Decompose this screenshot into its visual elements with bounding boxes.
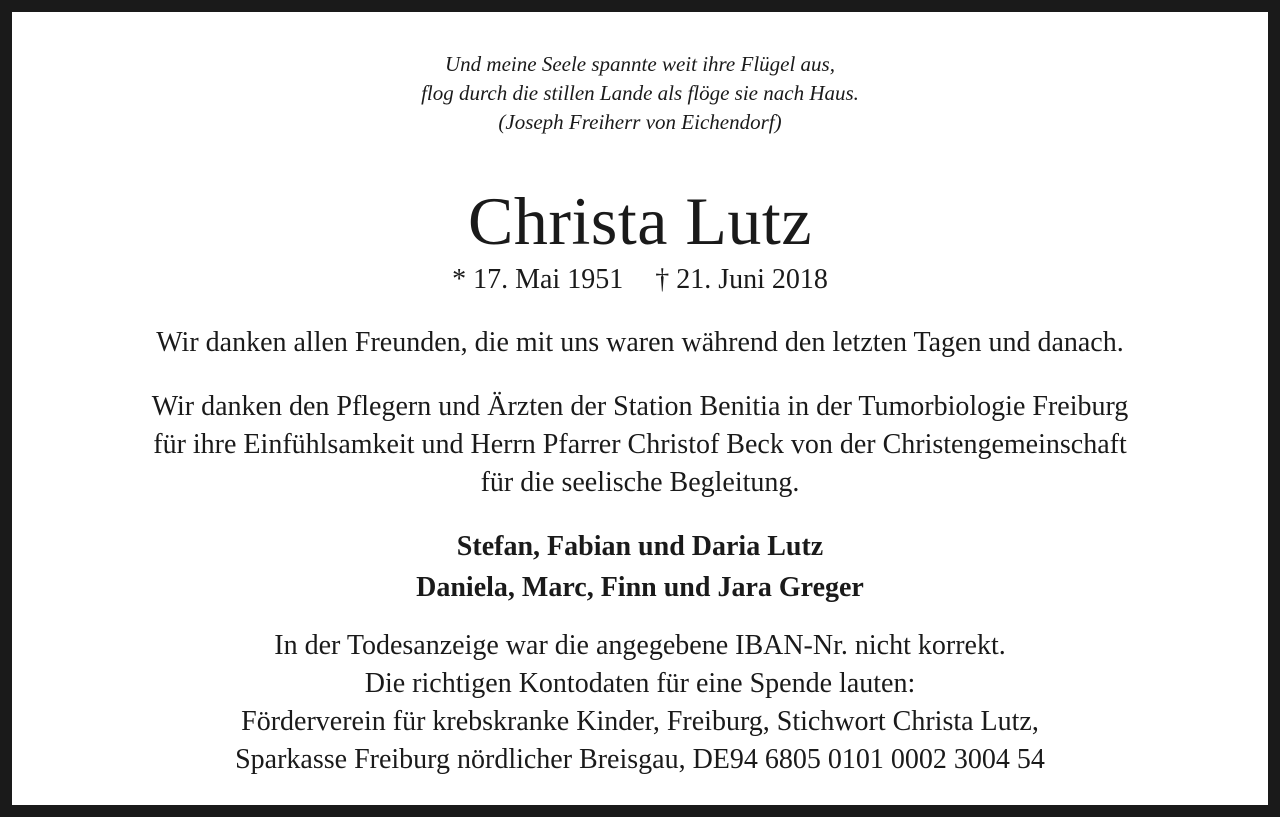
thanks-friends-line: Wir danken allen Freunden, die mit uns waren während den letzten Tagen und danach. [156,327,1124,358]
iban-correction-notice [12,627,1268,779]
poem-attribution: (Joseph Freiherr von Eichendorf) [498,110,782,134]
epigraph-poem [12,50,1268,137]
life-dates [12,262,1268,298]
thanks-caregivers-paragraph [12,388,1268,502]
correction-line-1: In der Todesanzeige war die angegebene IBAN-Nr. nicht korrekt. [274,630,1006,661]
thanks-caregivers-line-3: für die seelische Begleitung. [480,467,800,498]
deceased-name: Christa Lutz [467,183,813,259]
poem-line-2: flog durch die stillen Lande als flöge sie nach Haus. [421,81,859,105]
family-signatures [12,526,1268,608]
signer-line-1: Stefan, Fabian und Daria Lutz [456,531,824,562]
correction-line-3: Förderverein für krebskranke Kinder, Freiburg, Stichwort Christa Lutz, [241,706,1039,737]
correction-line-4: Sparkasse Freiburg nördlicher Breisgau, DE94 6805 0101 0002 3004 54 [235,744,1045,775]
thanks-caregivers-line-1: Wir danken den Pflegern und Ärzten der Station Benitia in der Tumorbiologie Freiburg [151,391,1129,422]
signer-line-2: Daniela, Marc, Finn und Jara Greger [416,572,864,603]
death-date: † 21. Juni 2018 [655,264,828,295]
poem-line-1: Und meine Seele spannte weit ihre Flügel aus, [445,52,835,76]
correction-line-2: Die richtigen Kontodaten für eine Spende lauten: [364,668,916,699]
thanks-caregivers-line-2: für ihre Einfühlsamkeit und Herrn Pfarrer Christof Beck von der Christengemeinschaft [153,429,1127,460]
thanks-friends-paragraph [12,324,1268,362]
birth-date: * 17. Mai 1951 [452,264,624,295]
